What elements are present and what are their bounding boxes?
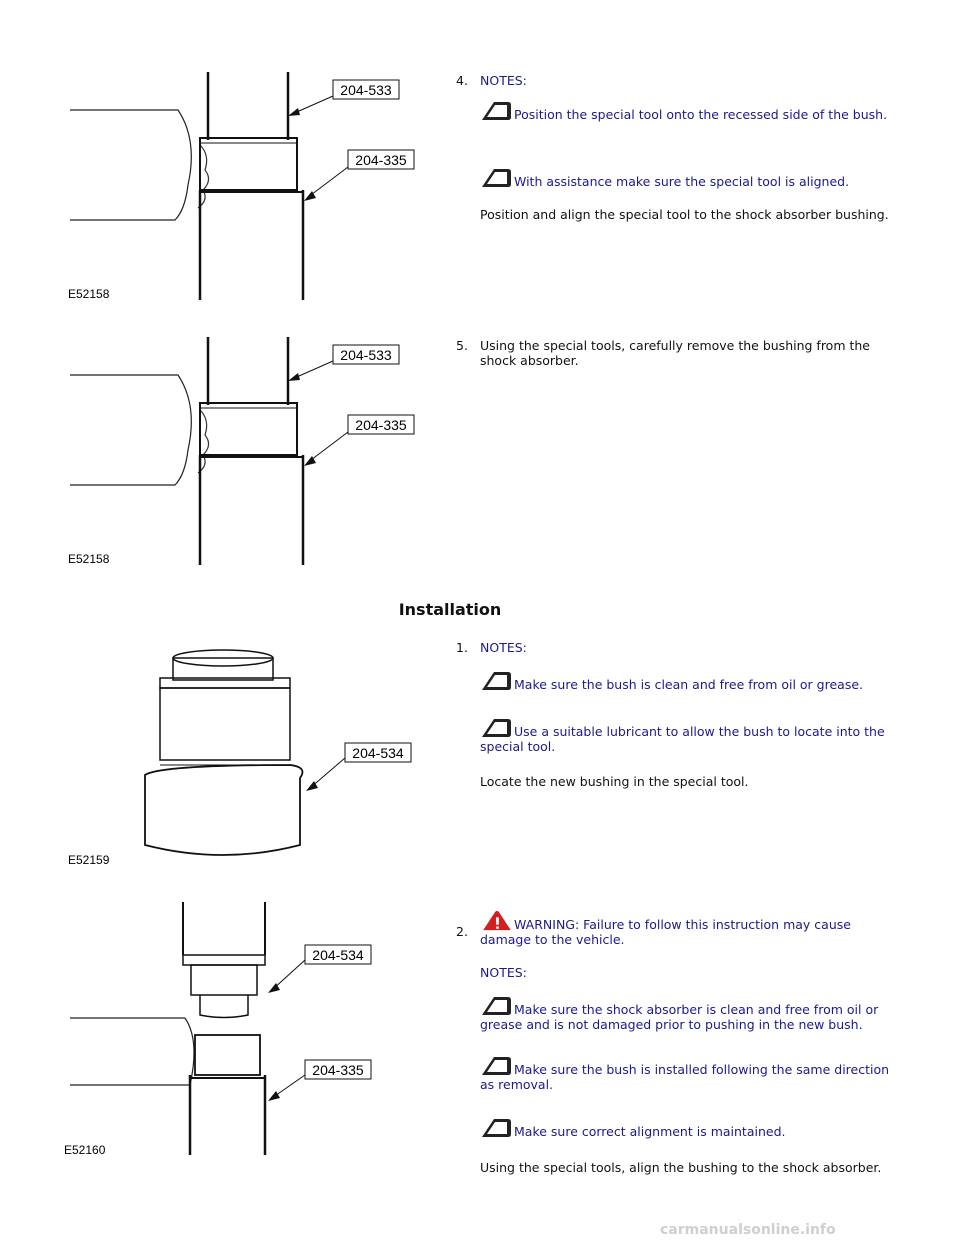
step-text: Position and align the special tool to the shock absorber bushing.: [480, 207, 889, 222]
caution-icon: [480, 995, 514, 1017]
label-204-533: 204-533: [340, 82, 392, 98]
install-step-1: [456, 640, 896, 800]
notes-label: NOTES:: [480, 965, 527, 980]
note-2: Use a suitable lubricant to allow the bush to locate into the special tool.: [480, 717, 890, 754]
caution-icon: [480, 717, 514, 739]
step-number: 5.: [456, 338, 468, 353]
figure-e52158-a: [60, 70, 420, 305]
figure-e52158-b: [60, 335, 420, 570]
svg-text:204-533: 204-533: [340, 347, 392, 363]
caution-icon: [480, 1055, 514, 1077]
step-number: 2.: [456, 924, 468, 939]
watermark: carmanualsonline.info: [660, 1222, 836, 1238]
caution-icon: [480, 1117, 514, 1139]
note-1: Make sure the shock absorber is clean and free from oil or grease and is not damaged prior to pushing in the new bush.: [480, 995, 890, 1032]
figure-id: E52158: [68, 287, 110, 301]
step-number: 1.: [456, 640, 468, 655]
caution-icon: [480, 670, 514, 692]
step-text: Using the special tools, align the bushing to the shock absorber.: [480, 1160, 882, 1175]
caution-icon: [480, 167, 514, 189]
notes-label: NOTES:: [480, 73, 527, 88]
svg-text:E52160: E52160: [64, 1143, 106, 1157]
svg-text:E52158: E52158: [68, 552, 110, 566]
install-step-2: [456, 910, 896, 1210]
svg-text:E52159: E52159: [68, 853, 110, 867]
warning: WARNING: Failure to follow this instruction may cause damage to the vehicle.: [480, 910, 890, 947]
note-3: Make sure correct alignment is maintained.: [480, 1117, 890, 1139]
step-text: Using the special tools, carefully remove the bushing from the shock absorber.: [480, 338, 870, 368]
section-heading-installation: Installation: [398, 600, 502, 619]
svg-text:204-335: 204-335: [355, 417, 407, 433]
figure-e52160: [60, 900, 420, 1160]
caution-icon: [480, 100, 514, 122]
note-2: Make sure the bush is installed following the same direction as removal.: [480, 1055, 890, 1092]
svg-text:204-534: 204-534: [352, 745, 404, 761]
step-number: 4.: [456, 73, 468, 88]
notes-label: NOTES:: [480, 640, 527, 655]
removal-step-5: [456, 338, 896, 378]
svg-text:204-534: 204-534: [312, 947, 364, 963]
step-text: Locate the new bushing in the special tool.: [480, 774, 749, 789]
figure-e52159: [60, 640, 420, 870]
label-204-335: 204-335: [355, 152, 407, 168]
note-1: Make sure the bush is clean and free from oil or grease.: [480, 670, 890, 692]
note-1: Position the special tool onto the recessed side of the bush.: [480, 100, 890, 122]
removal-step-4: [456, 73, 896, 253]
note-2: With assistance make sure the special tool is aligned.: [480, 167, 890, 189]
warning-icon: [480, 910, 514, 932]
svg-text:204-335: 204-335: [312, 1062, 364, 1078]
